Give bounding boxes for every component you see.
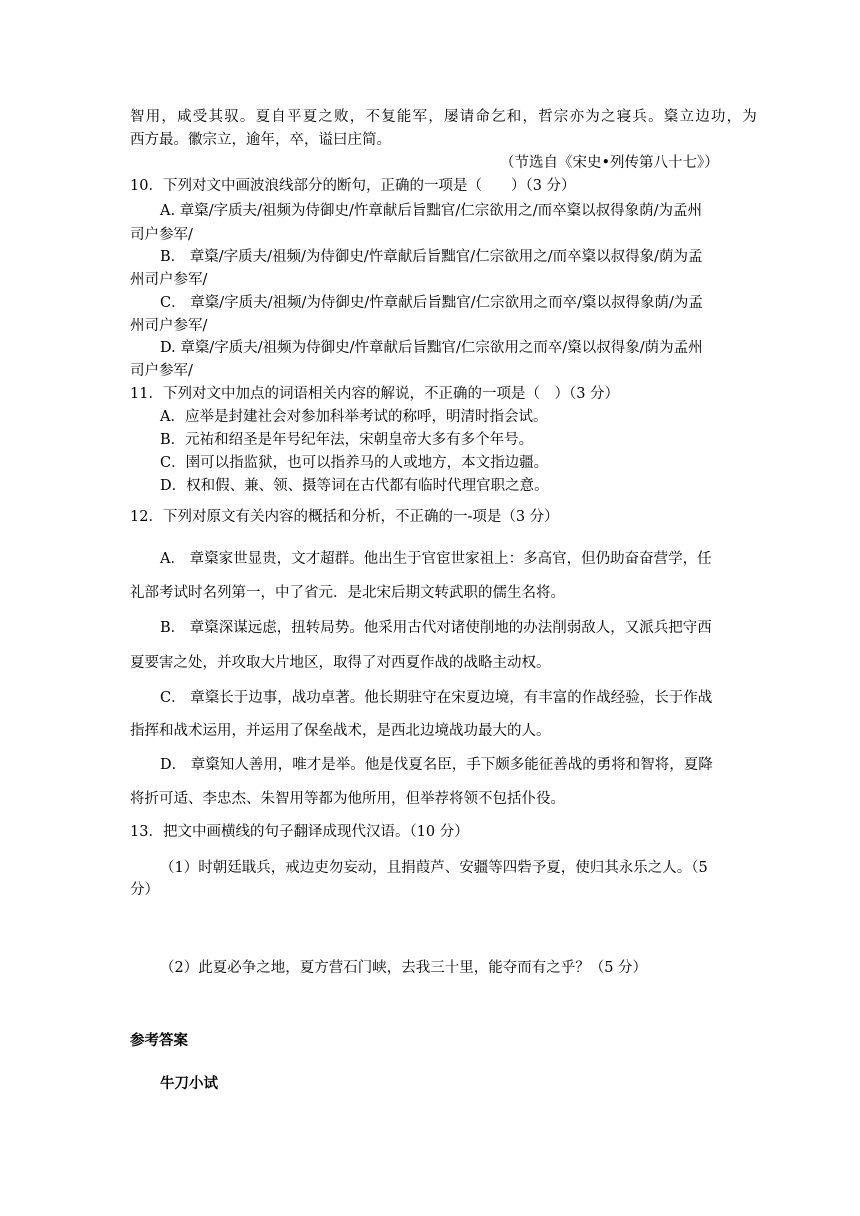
q12-option-a-cont: 礼部考试时名列第一，中了省元．是北宋后期文转武职的儒生名将。 [130,585,565,601]
q11-option-d: D．权和假、兼、领、摄等词在古代都有临时代理官职之意。 [160,478,549,494]
question-13-stem: 13．把文中画横线的句子翻译成现代汉语。（10 分） [130,824,469,840]
q10-option-d: D. 章楶/字质夫/祖频为侍御史/忤章献后旨黜官/仁宗欲用之而卒/楶以叔得象/荫为孟州 [160,340,703,356]
q10-option-a-cont: 司户参军/ [130,227,193,243]
q10-option-b-cont: 州司户参军/ [130,272,208,288]
q11-option-a: A．应举是封建社会对参加科举考试的称呼，明清时指会试。 [160,409,548,425]
q10-option-a: A. 章楶/字质夫/祖频为侍御史/忤章献后旨黜官/仁宗欲用之/而卒楶以叔得象荫/为孟州 [160,203,702,219]
passage-line: 智用，咸受其驭。夏自平夏之败，不复能军，屡请命乞和，哲宗亦为之寝兵。楶立边功，为 [130,109,758,125]
q12-option-d: D． 章楶知人善用，唯才是举。他是伐夏名臣，手下颇多能征善战的勇将和智将，夏降 [160,757,713,773]
passage-source: （节选自《宋史•列传第八十七》） [500,155,719,171]
answers-heading: 参考答案 [130,1033,188,1049]
passage-line: 西方最。徽宗立，逾年，卒，谥曰庄简。 [130,132,391,148]
q13-part-1: （1）时朝廷戢兵，戒边吏勿妄动，且捐葭芦、安疆等四砦予夏，使归其永乐之人。（5 [160,860,708,876]
q10-option-d-cont: 司户参军/ [130,363,193,379]
q12-option-a: A． 章楶家世显贵，文才超群。他出生于官宦世家祖上：多高官，但仍助奋奋营学，任 [160,551,712,567]
q12-option-c: C． 章楶长于边事，战功卓著。他长期驻守在宋夏边境，有丰富的作战经验，长于作战 [160,690,713,706]
question-10-stem: 10．下列对文中画波浪线部分的断句，正确的一项是（ ）（3 分） [130,178,576,194]
q11-option-c: C．圉可以指监狱，也可以指养马的人或地方，本文指边疆。 [160,455,549,471]
q12-option-b: B． 章楶深谋远虑，扭转局势。他采用古代对诸使削地的办法削弱敌人，又派兵把守西 [160,620,712,636]
question-11-stem: 11．下列对文中加点的词语相关内容的解说，不正确的一项是（ ）（3 分） [130,386,620,402]
answers-subheading: 牛刀小试 [160,1076,218,1092]
question-12-stem: 12．下列对原文有关内容的概括和分析，不正确的一-项是（3 分） [130,509,559,525]
q11-option-b: B．元祐和绍圣是年号纪年法，宋朝皇帝大多有多个年号。 [160,432,534,448]
q10-option-c: C． 章楶/字质夫/祖频/为侍御史/忤章献后旨黜官/仁宗欲用之而卒/楶以叔得象荫/为孟 [160,295,703,311]
q10-option-c-cont: 州司户参军/ [130,318,208,334]
q12-option-d-cont: 将折可适、李忠杰、朱智用等都为他所用，但举荐将领不包括仆役。 [130,791,565,807]
q13-part-1-cont: 分） [130,882,159,898]
q12-option-b-cont: 夏要害之处，并攻取大片地区，取得了对西夏作战的战略主动权。 [130,655,551,671]
q12-option-c-cont: 指挥和战术运用，并运用了保垒战术，是西北边境战功最大的人。 [130,723,551,739]
q10-option-b: B． 章楶/字质夫/祖频/为侍御史/忤章献后旨黜官/仁宗欲用之/而卒楶以叔得象/荫为孟 [160,249,703,265]
q13-part-2: （2）此夏必争之地，夏方营石门峡，去我三十里，能夺而有之乎？（5 分） [160,960,648,976]
